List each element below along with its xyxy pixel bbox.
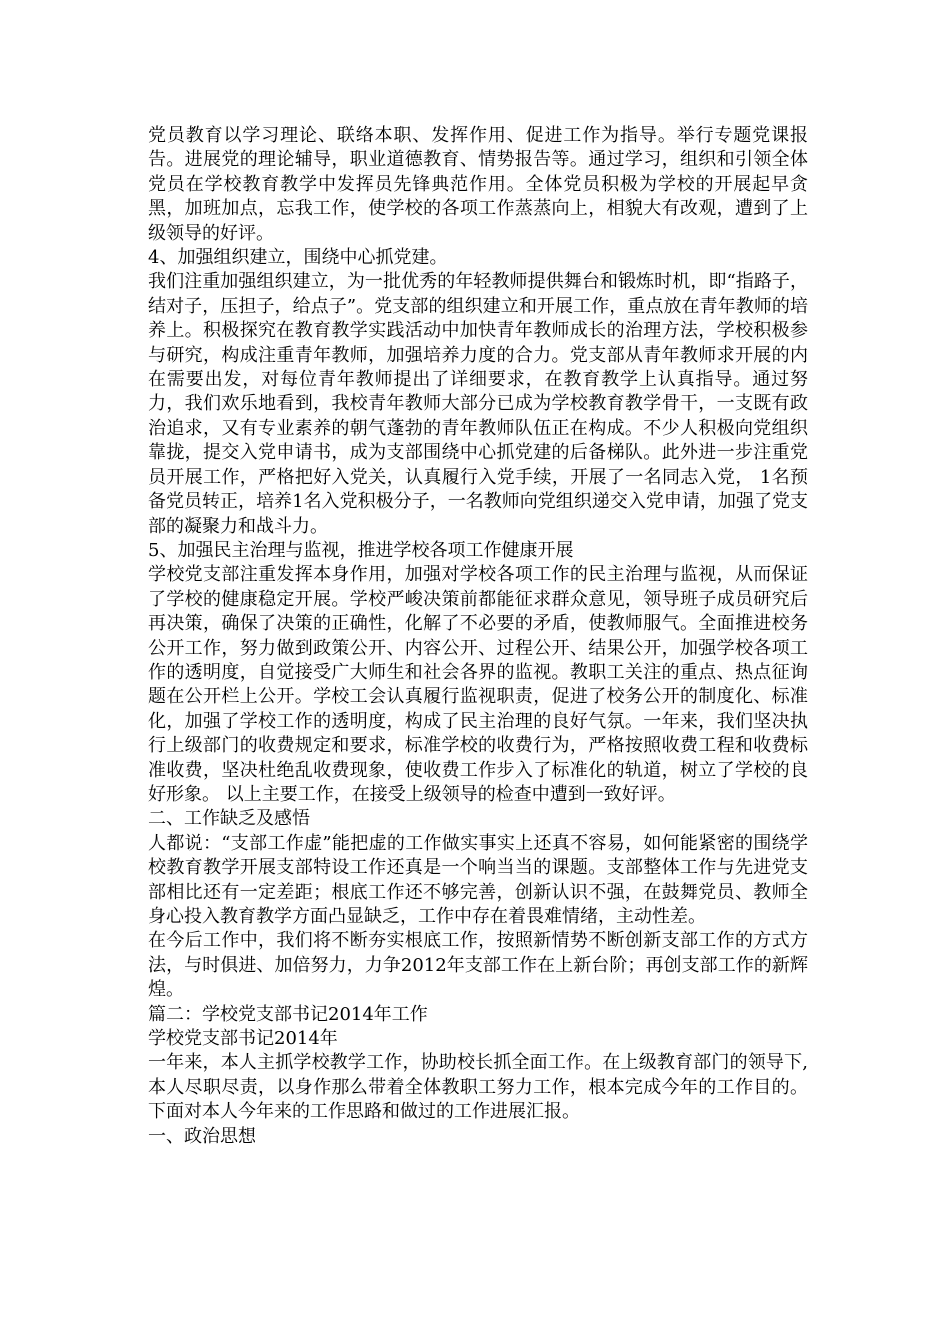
- heading-political-thought: 一、政治思想: [148, 1125, 256, 1147]
- paragraph-democratic-governance: 学校党支部注重发挥本身作用，加强对学校各项工作的民主治理与监视，从而保证了学校的健康稳定开展。学校严峻决策前都能征求群众意见，领导班子成员研究后再决策，确保了决策的正确性，化解了不必要的矛盾，使教师服气。全面推进校务公开工作，努力做到政策公开、内容公开、过程公开、结果公开，加强学校各项工作的透明度，自觉接受广大师生和社会各界的监视。教职工关注的重点、热点征询题在公开栏上公开。学校工会认真履行监视职责，促进了校务公开的制度化、标准化，加强了学校工作的透明度，构成了民主治理的良好气氛。一年来，我们坚决执行上级部门的收费规定和要求，标准学校的收费行为，严格按照收费工程和收费标准收费，坚决杜绝乱收费现象，使收费工作步入了标准化的轨道，树立了学校的良好形象。 以上主要工作，在接受上级领导的检查中遭到一致好评。: [148, 564, 808, 805]
- document-body: [148, 124, 808, 1149]
- paragraph-shortcomings: 人都说：“支部工作虚”能把虚的工作做实事实上还真不容易，如何能紧密的围绕学校教育教学开展支部特设工作还真是一个响当当的课题。支部整体工作与先进党支部相比还有一定差距；根底工作还不够完善，创新认识不强，在鼓舞党员、教师全身心投入教育教学方面凸显缺乏，工作中存在着畏难情绪，主动性差。: [148, 832, 808, 927]
- paragraph-annual-intro: 一年来，本人主抓学校教学工作，协助校长抓全面工作。在上级教育部门的领导下,本人尽职尽责，以身作那么带着全体教职工努力工作，根本完成今年的工作目的。下面对本人今年来的工作思路和做过的工作进展汇报。: [148, 1052, 808, 1123]
- heading-democratic-governance: 5、加强民主治理与监视，推进学校各项工作健康开展: [148, 539, 574, 561]
- heading-shortcomings: 二、工作缺乏及感悟: [148, 808, 310, 830]
- paragraph-party-education: 党员教育以学习理论、联络本职、发挥作用、促进工作为指导。举行专题党课报告。进展党的理论辅导，职业道德教育、情势报告等。通过学习，组织和引领全体党员在学校教育教学中发挥员先锋典范作用。全体党员积极为学校的开展起早贪黑，加班加点，忘我工作，使学校的各项工作蒸蒸向上，相貌大有改观，遭到了上级领导的好评。: [148, 125, 808, 244]
- paragraph-future-work: 在今后工作中，我们将不断夯实根底工作，按照新情势不断创新支部工作的方式方法，与时俱进、加倍努力，力争2012年支部工作在上新台阶；再创支部工作的新辉煌。: [148, 930, 808, 1001]
- heading-part-two: 篇二：学校党支部书记2014年工作: [148, 1003, 428, 1025]
- subheading-secretary: 学校党支部书记2014年: [148, 1028, 338, 1050]
- heading-organization-building: 4、加强组织建立，围绕中心抓党建。: [148, 247, 448, 269]
- paragraph-organization-building: 我们注重加强组织建立，为一批优秀的年轻教师提供舞台和锻炼时机，即“指路子，结对子，压担子，给点子”。党支部的组织建立和开展工作，重点放在青年教师的培养上。积极探究在教育教学实践活动中加快青年教师成长的治理方法，学校积极参与研究，构成注重青年教师，加强培养力度的合力。党支部从青年教师求开展的内在需要出发，对每位青年教师提出了详细要求，在教育教学上认真指导。通过努力，我们欢乐地看到，我校青年教师大部分已成为学校教育教学骨干，一支既有政治追求，又有专业素养的朝气蓬勃的青年教师队伍正在构成。不少人积极向党组织靠拢，提交入党申请书，成为支部围绕中心抓党建的后备梯队。此外进一步注重党员开展工作，严格把好入党关，认真履行入党手续，开展了一名同志入党， 1名预备党员转正，培养1名入党积极分子，一名教师向党组织递交入党申请，加强了党支部的凝聚力和战斗力。: [148, 271, 808, 537]
